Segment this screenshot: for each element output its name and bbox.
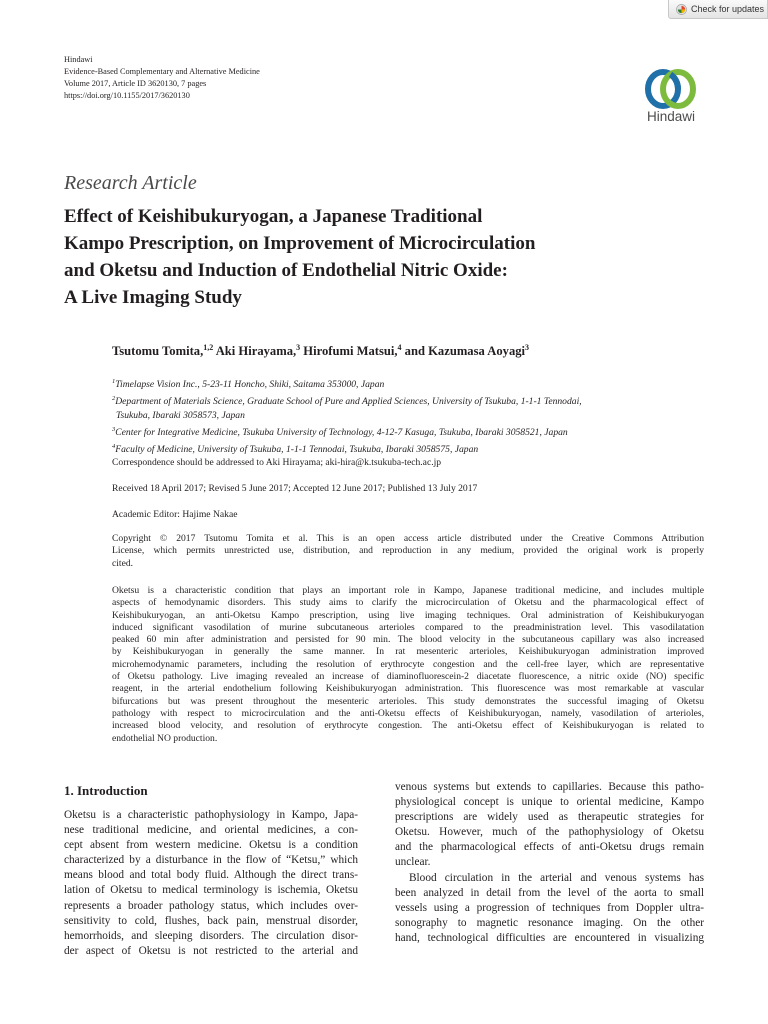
author-list [112,343,529,359]
body-line: unclear. [395,856,431,869]
body-line: Blood circulation in the arterial and venous systems has [409,871,704,884]
copyright-line: License, which permits unrestricted use, distribution, and reproduction in any medium, provided the original work is properly [112,545,704,557]
body-line: Oketsu. However, much of the pathophysiology of Oketsu [395,826,704,839]
body-line: been analyzed in detail from the level of the aorta to small [395,886,704,899]
author-name: Tsutomu Tomita, [112,344,204,359]
copyright-line: Copyright © 2017 Tsutomu Tomita et al. This is an open access article distributed under the Creative Commons Attribution [112,533,704,544]
author-affil-sup: 3 [296,343,301,352]
abstract-line: bifurcations but was present throughout the mesenteric arterioles. This study demonstrates the successful imaging of Oketsu [112,695,704,707]
affil-text: Faculty of Medicine, University of Tsukuba, 1-1-1 Tennodai, Tsukuba, Ibaraki 3058575, Japan [115,443,479,455]
affiliation [112,375,712,392]
abstract-line: by Keishibukuryogan in generally the same manner. In rat mesenteric arterioles, Keishibukuryogan administration improved [112,646,704,658]
body-line: represents a broader pathology status, which includes over- [64,899,358,912]
body-line: der aspect of Oketsu is not restricted to the arterial and [64,944,358,957]
author-affil-sup: 1,2 [203,343,214,352]
title-line: Kampo Prescription, on Improvement of Microcirculation [64,233,536,254]
title-line: Effect of Keishibukuryogan, a Japanese Traditional [64,206,483,227]
affiliation [112,423,712,440]
affiliation [112,409,712,423]
left-column [64,808,358,959]
hindawi-logo-text: Hindawi [646,109,696,124]
abstract-line: induced significant vasodilation of murine subcutaneous arterioles compared to the preadministration level. This vasodilatation [112,621,704,633]
abstract [112,585,704,745]
affil-number: 2 [112,394,116,402]
body-line: hemorrhoids, and sleeping disorders. The circulation disor- [64,929,358,942]
abstract-line: pathology with respect to microcirculation and the anti-Oketsu effects of Keishibukuryogan, namely, vasodilation of arterioles, [112,707,704,719]
publisher-name: Hindawi [64,55,93,64]
affil-number: 4 [112,442,116,450]
abstract-line: Oketsu is a characteristic condition that plays an important role in Kampo, Japanese traditional medicine, and includes multiple [112,585,704,596]
body-line: Oketsu is a characteristic pathophysiology in Kampo, Japa- [64,809,358,821]
body-line: nese traditional medicine, and oriental medicines, a con- [64,824,358,837]
abstract-line: increased blood velocity, and resolution of erythrocyte congestion. The anti-Oketsu effect of Keishibukuryogan is related to [112,720,704,732]
academic-editor: Academic Editor: Hajime Nakae [112,509,238,520]
abstract-line: endothelial NO production. [112,732,218,744]
abstract-line: Keishibukuryogan, an anti-Oketsu Kampo prescription, using live imaging techniques. Oral administration of Keishibukuryogan [112,609,704,621]
abstract-line: microhemodynamic parameters, including the resolution of erythrocyte congestion and the cell-free layer, which are representative [112,658,704,670]
body-line: means blood and total body fluid. Although the direct trans- [64,869,358,882]
affil-text: Tsukuba, Ibaraki 3058573, Japan [116,409,245,421]
body-line: vessels using a progression of techniques from Doppler ultra- [395,901,704,914]
affil-text: Timelapse Vision Inc., 5-23-11 Honcho, Shiki, Saitama 353000, Japan [115,379,385,391]
body-line: characterized by a disturbance in the flow of “Ketsu,” which [64,854,358,867]
update-badge-icon [676,4,687,15]
body-line: physiological concept is unique to oriental medicine, Kampo [395,796,704,809]
abstract-line: peaked 60 min after administration and persisted for 90 min. The blood velocity in the subcutaneous capillary was also increased [112,634,704,646]
correspondence: Correspondence should be addressed to Aki Hirayama; aki-hira@k.tsukuba-tech.ac.jp [112,457,442,468]
affil-text: Department of Materials Science, Graduate School of Pure and Applied Sciences, University of Tsukuba, 1-1-1 Tennodai, [115,396,582,408]
author-affil-sup: 4 [397,343,402,352]
abstract-line: of Oketsu pathology. Live imaging revealed an increase of diaminofluorescein-2 diacetate fluorescence, a nitric oxide (NO) specific [112,671,704,683]
body-line: hand, technological difficulties are encountered in visualizing [395,931,704,944]
journal-name: Evidence-Based Complementary and Alternative Medicine [64,67,260,76]
body-line: lation of Oketsu to medical terminology is ischemia, Oketsu [64,884,358,897]
volume-info: Volume 2017, Article ID 3620130, 7 pages [64,79,207,88]
body-line: sonography to magnetic resonance imaging. On the other [395,916,704,929]
affil-text: Center for Integrative Medicine, Tsukuba University of Technology, 4-12-7 Kasuga, Tsukuba, Ibaraki 3058521, Japan [115,426,568,438]
body-line: and the pharmacological effects of anti-Oketsu drugs remain [395,841,704,854]
affil-number: 3 [112,425,116,433]
author-affil-sup: 3 [525,343,530,352]
body-line: sensitivity to cold, flushes, back pain, menstrual disorder, [64,914,358,927]
affiliation [112,440,712,457]
copyright-line: cited. [112,557,134,569]
body-line: venous systems but extends to capillaries. Because this patho- [395,781,704,793]
article-type: Research Article [64,172,197,194]
check-for-updates-button[interactable] [668,0,768,19]
section-heading-introduction: 1. Introduction [64,783,148,798]
title-line: and Oketsu and Induction of Endothelial Nitric Oxide: [64,260,508,281]
body-line: prescriptions are widely used as therapeutic strategies for [395,811,704,824]
author-name: and Kazumasa Aoyagi [401,344,526,359]
article-title [64,203,714,311]
check-for-updates-label: Check for updates [691,4,765,14]
body-line: cept absent from western medicine. Oketsu is a condition [64,839,358,852]
author-name: Aki Hirayama, [213,344,297,359]
title-line: A Live Imaging Study [64,287,242,308]
affiliation [112,392,712,409]
affil-number: 1 [112,378,116,385]
journal-meta [64,54,260,102]
publication-dates: Received 18 April 2017; Revised 5 June 2017; Accepted 12 June 2017; Published 13 July 2017 [112,483,478,494]
abstract-line: aspects of hemodynamic disorders. This study aims to clarify the microcirculation of Oketsu and the pharmacological effect of [112,597,704,609]
author-name: Hirofumi Matsui, [300,344,398,359]
doi-link[interactable]: https://doi.org/10.1155/2017/3620130 [64,91,190,100]
abstract-line: reagent, in the arterial endothelium following Keishibukuryogan administration. This fluorescence was most remarkable at vascular [112,683,704,695]
right-column [395,780,704,946]
affiliations [112,375,712,457]
copyright-notice [112,533,704,570]
